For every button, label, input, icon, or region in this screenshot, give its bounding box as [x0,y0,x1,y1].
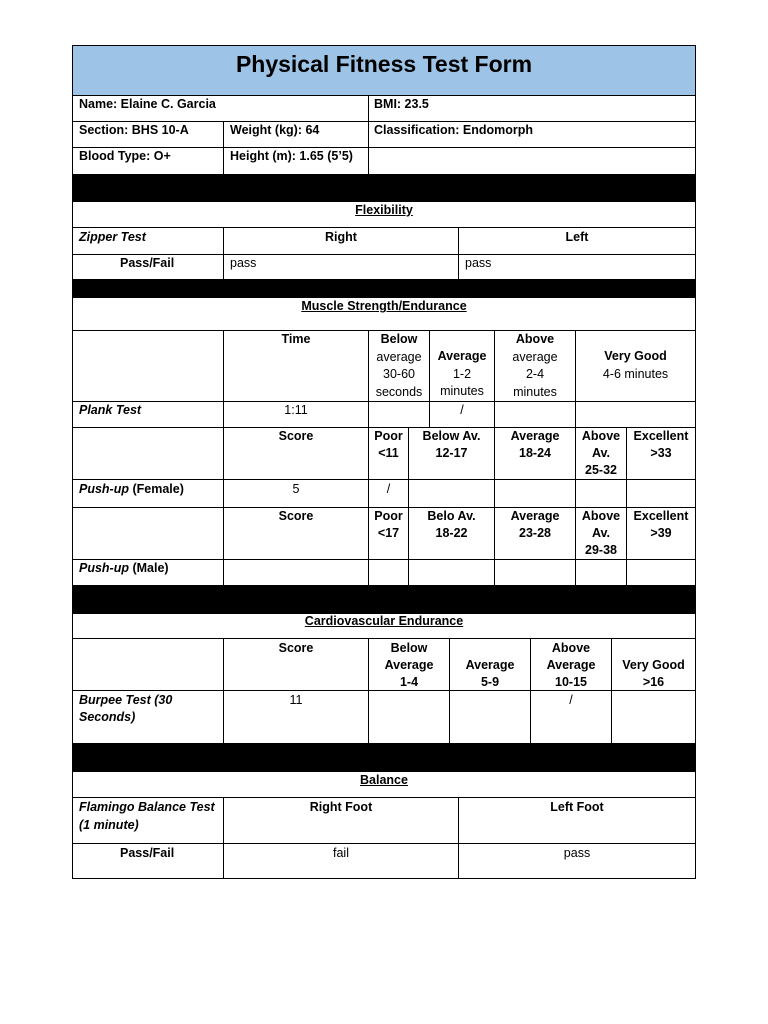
header-line: minutes [440,384,484,398]
header-line: 12-17 [435,446,468,460]
pushup-label-paren: (Female) [132,482,184,496]
header-line: minutes [513,384,557,399]
zipper-right-value-cell [223,254,459,280]
header-line: >39 [650,526,672,540]
plank-below-header [368,331,430,401]
header-line: 10-15 [555,675,587,689]
pushup-f-poor-header [368,428,409,462]
pushup-f-above-header [575,428,627,479]
pushup-m-score-header: Score [278,509,314,523]
header-line: average [376,349,422,364]
classification-value: Classification: Endomorph [374,123,534,137]
cardio-header-empty [72,638,224,691]
plank-verygood-value-cell [575,401,696,428]
cardio-verygood-header [611,657,696,691]
header-line: >33 [650,446,672,460]
cardio-heading: Cardiovascular Endurance [304,614,464,628]
zipper-left-value: pass [465,256,492,270]
header-line: 5-9 [480,675,500,689]
pushup-m-below-value-cell [408,559,495,586]
pushup-f-below-header [408,428,495,462]
zipper-right-value: pass [230,256,257,270]
pushup-m-below-header [408,508,495,542]
burpee-score-value: 11 [289,693,303,707]
plank-average-mark: / [460,403,464,417]
burpee-average-value-cell [449,690,531,744]
pushup-label-main: Push-up [79,561,129,575]
pushup-m-average-value-cell [494,559,576,586]
pushup-f-poor-mark: / [386,482,391,496]
plank-test-label: Plank Test [79,403,142,417]
header-line: Above [581,429,621,443]
bmi-value: BMI: 23.5 [374,97,429,111]
flamingo-test-label [79,798,215,834]
muscle-heading: Muscle Strength/Endurance [301,299,467,313]
header-line: <11 [378,446,399,460]
section-divider [72,586,696,613]
section-value: Section: BHS 10-A [79,123,189,137]
flamingo-passfail-label: Pass/Fail [120,846,175,860]
header-line: Below [390,641,428,655]
header-line: Very Good [604,349,667,363]
header-line: Below Av. [422,429,481,443]
plank-time-header: Time [281,332,311,346]
header-line: Above [515,332,555,346]
pushup-f-header-empty [72,427,224,480]
plank-above-value-cell [494,401,576,428]
blood-type-value: Blood Type: O+ [79,149,171,163]
burpee-below-value-cell [368,690,450,744]
plank-time-value: 1:11 [284,403,308,417]
pushup-f-excellent-header [626,428,696,462]
pushup-f-score-header: Score [278,429,314,443]
cardio-below-header [368,640,450,691]
header-line: 23-28 [519,526,551,540]
flexibility-heading: Flexibility [355,203,413,217]
label-line: Flamingo Balance Test [79,800,215,814]
pushup-m-excellent-header [626,508,696,542]
header-line: 25-32 [585,463,617,477]
header-line: Average [510,429,560,443]
label-line: (1 minute) [79,818,139,832]
zipper-left-value-cell [458,254,696,280]
pushup-m-header-empty [72,507,224,560]
header-line: 18-22 [435,526,468,540]
zipper-test-label: Zipper Test [79,230,146,244]
zipper-right-header: Right [325,230,357,244]
header-line: Very Good [622,658,685,672]
header-line: 30-60 [383,367,415,381]
pushup-f-label [79,481,184,498]
empty-info-cell [368,147,696,175]
pushup-f-score-value: 5 [292,482,300,496]
header-line: Av. [591,526,611,540]
pushup-m-score-cell [223,559,369,586]
section-divider [72,744,696,771]
header-line: Average [510,509,560,523]
label-line: Seconds) [79,710,136,724]
header-line: Poor [374,429,403,443]
flamingo-right-header: Right Foot [309,800,373,814]
header-line: <17 [377,526,400,540]
header-line: Average [465,658,515,672]
header-line: 2-4 [525,367,545,381]
flamingo-right-value: fail [333,846,349,860]
pushup-label-paren: (Male) [132,561,169,575]
pushup-f-excellent-value-cell [626,479,696,508]
label-line: Burpee Test (30 [79,693,173,707]
header-line: Above [581,509,621,523]
cardio-above-header [530,640,612,691]
weight-value: Weight (kg): 64 [230,123,320,137]
plank-verygood-header [575,348,696,383]
flamingo-left-value: pass [563,846,591,860]
balance-heading: Balance [360,773,408,787]
header-line: average [512,349,558,364]
header-line: Excellent [633,509,689,523]
pushup-m-poor-value-cell [368,559,409,586]
header-line: Av. [591,446,611,460]
header-line: 29-38 [585,543,617,557]
header-line: 4-6 minutes [602,366,669,381]
burpee-test-label [79,692,172,726]
form-title: Physical Fitness Test Form [235,51,533,77]
burpee-verygood-value-cell [611,690,696,744]
pushup-m-excellent-value-cell [626,559,696,586]
pushup-f-above-value-cell [575,479,627,508]
flamingo-left-header: Left Foot [550,800,604,814]
header-line: seconds [375,384,423,399]
pushup-f-average-value-cell [494,479,576,508]
plank-header-empty [72,330,224,402]
zipper-passfail-label: Pass/Fail [120,256,175,270]
cardio-average-header [449,657,531,691]
plank-above-header [494,331,576,401]
cardio-score-header: Score [278,641,314,655]
header-line: Above [551,641,591,655]
pushup-m-average-header [494,508,576,542]
header-line: Average [437,349,487,363]
header-line: 1-4 [399,675,419,689]
zipper-left-header: Left [565,230,589,244]
pushup-f-below-value-cell [408,479,495,508]
height-value: Height (m): 1.65 (5’5) [230,149,353,163]
header-line: >16 [642,675,665,689]
pushup-label-main: Push-up [79,482,129,496]
header-line: 18-24 [519,446,551,460]
section-divider [72,175,696,201]
header-line: 1-2 [452,366,472,381]
plank-average-header [429,348,495,401]
header-line: Average [546,658,596,672]
pushup-f-average-header [494,428,576,462]
plank-below-value-cell [368,401,430,428]
header-line: Excellent [633,429,689,443]
header-line: Below [380,332,418,346]
pushup-m-poor-header [368,508,409,542]
student-name: Name: Elaine C. Garcia [79,97,216,111]
header-line: Belo Av. [427,509,476,523]
pushup-m-above-header [575,508,627,559]
section-divider [72,280,696,297]
pushup-m-label [79,560,169,577]
burpee-above-mark: / [569,693,573,707]
pushup-m-above-value-cell [575,559,627,586]
header-line: Poor [374,509,403,523]
header-line: Average [384,658,434,672]
